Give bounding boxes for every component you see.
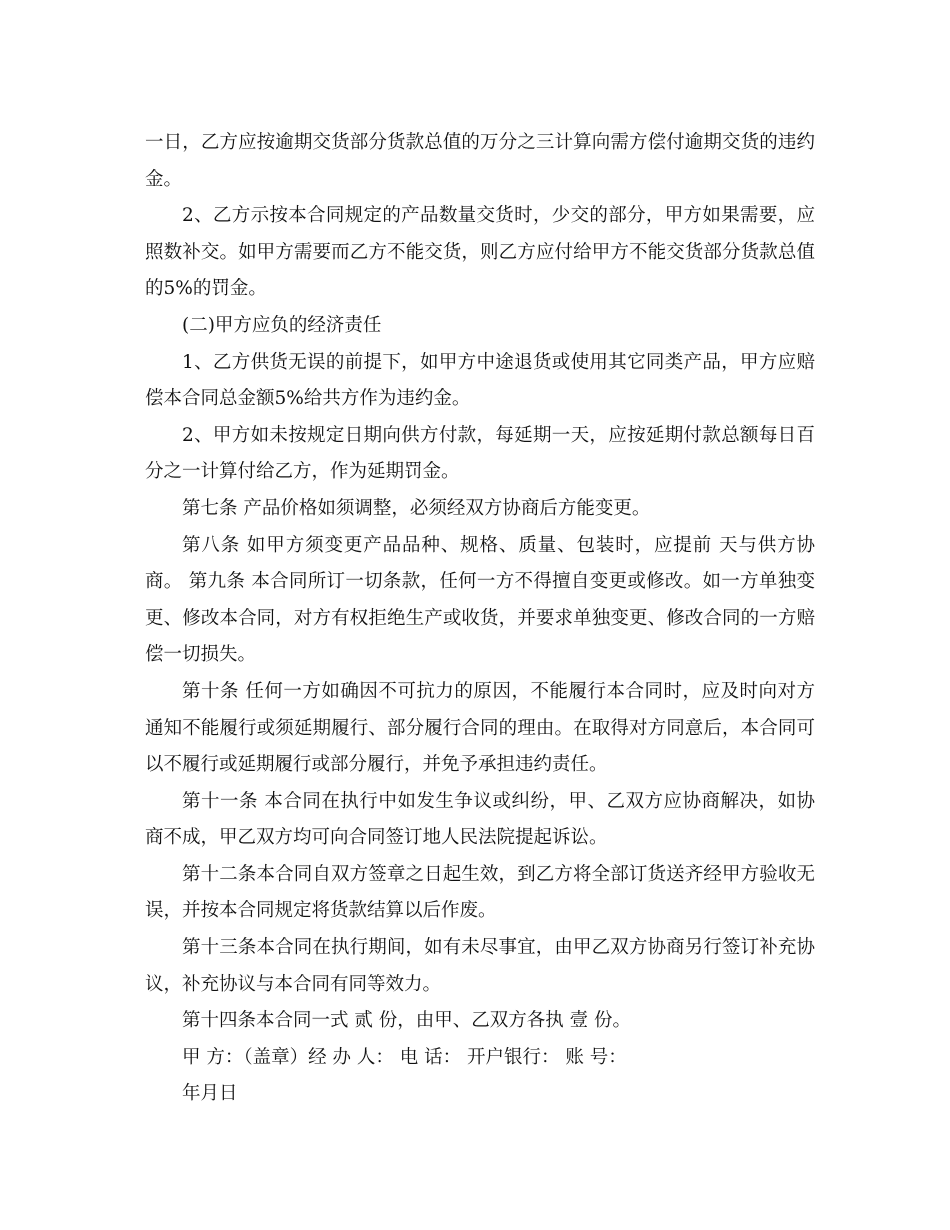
document-page (145, 125, 815, 1113)
article-8-9: 第八条 如甲方须变更产品品种、规格、质量、包装时，应提前 天与供方协商。 第九条 本合同所订一切条款，任何一方不得擅自变更或修改。如一方单独变更、修改本合同，对方有权拒绝生产或收货，并要求单独变更、修改合同的一方赔偿一切损失。 (145, 534, 815, 666)
date-line: 年月日 (182, 1083, 238, 1105)
section-heading-party-a-liability: (二)甲方应负的经济责任 (182, 314, 382, 336)
article-13: 第十三条本合同在执行期间，如有未尽事宜，由甲乙双方协商另行签订补充协议，补充协议与本合同有同等效力。 (145, 937, 815, 995)
article-11: 第十一条 本合同在执行中如发生争议或纠纷，甲、乙双方应协商解决，如协商不成，甲乙双方均可向合同签订地人民法院提起诉讼。 (145, 790, 815, 849)
article-10: 第十条 任何一方如确因不可抗力的原因，不能履行本合同时，应及时向对方通知不能履行或须延期履行、部分履行合同的理由。在取得对方同意后，本合同可以不履行或延期履行或部分履行，并免予承担违约责任。 (145, 680, 815, 776)
paragraph-shortfall-penalty: 2、乙方示按本合同规定的产品数量交货时，少交的部分，甲方如果需要，应照数补交。如甲方需要而乙方不能交货，则乙方应付给甲方不能交货部分货款总值的5%的罚金。 (145, 205, 815, 300)
article-14: 第十四条本合同一式 贰 份，由甲、乙双方各执 壹 份。 (182, 1010, 632, 1032)
paragraph-late-payment-penalty: 2、甲方如未按规定日期向供方付款，每延期一天，应按延期付款总额每日百分之一计算付给乙方，作为延期罚金。 (145, 424, 815, 483)
article-12: 第十二条本合同自双方签章之日起生效，到乙方将全部订货送齐经甲方验收无误，并按本合同规定将货款结算以后作废。 (145, 863, 815, 922)
article-7: 第七条 产品价格如须调整，必须经双方协商后方能变更。 (182, 497, 651, 519)
paragraph-penalty-continuation: 一日，乙方应按逾期交货部分货款总值的万分之三计算向需方偿付逾期交货的违约金。 (145, 132, 815, 190)
signature-fields: 甲 方：（盖章）经 办 人： 电 话： 开户银行： 账 号： (182, 1046, 627, 1068)
paragraph-return-penalty: 1、乙方供货无误的前提下，如甲方中途退货或使用其它同类产品，甲方应赔偿本合同总金额5%给共方作为违约金。 (145, 351, 815, 410)
